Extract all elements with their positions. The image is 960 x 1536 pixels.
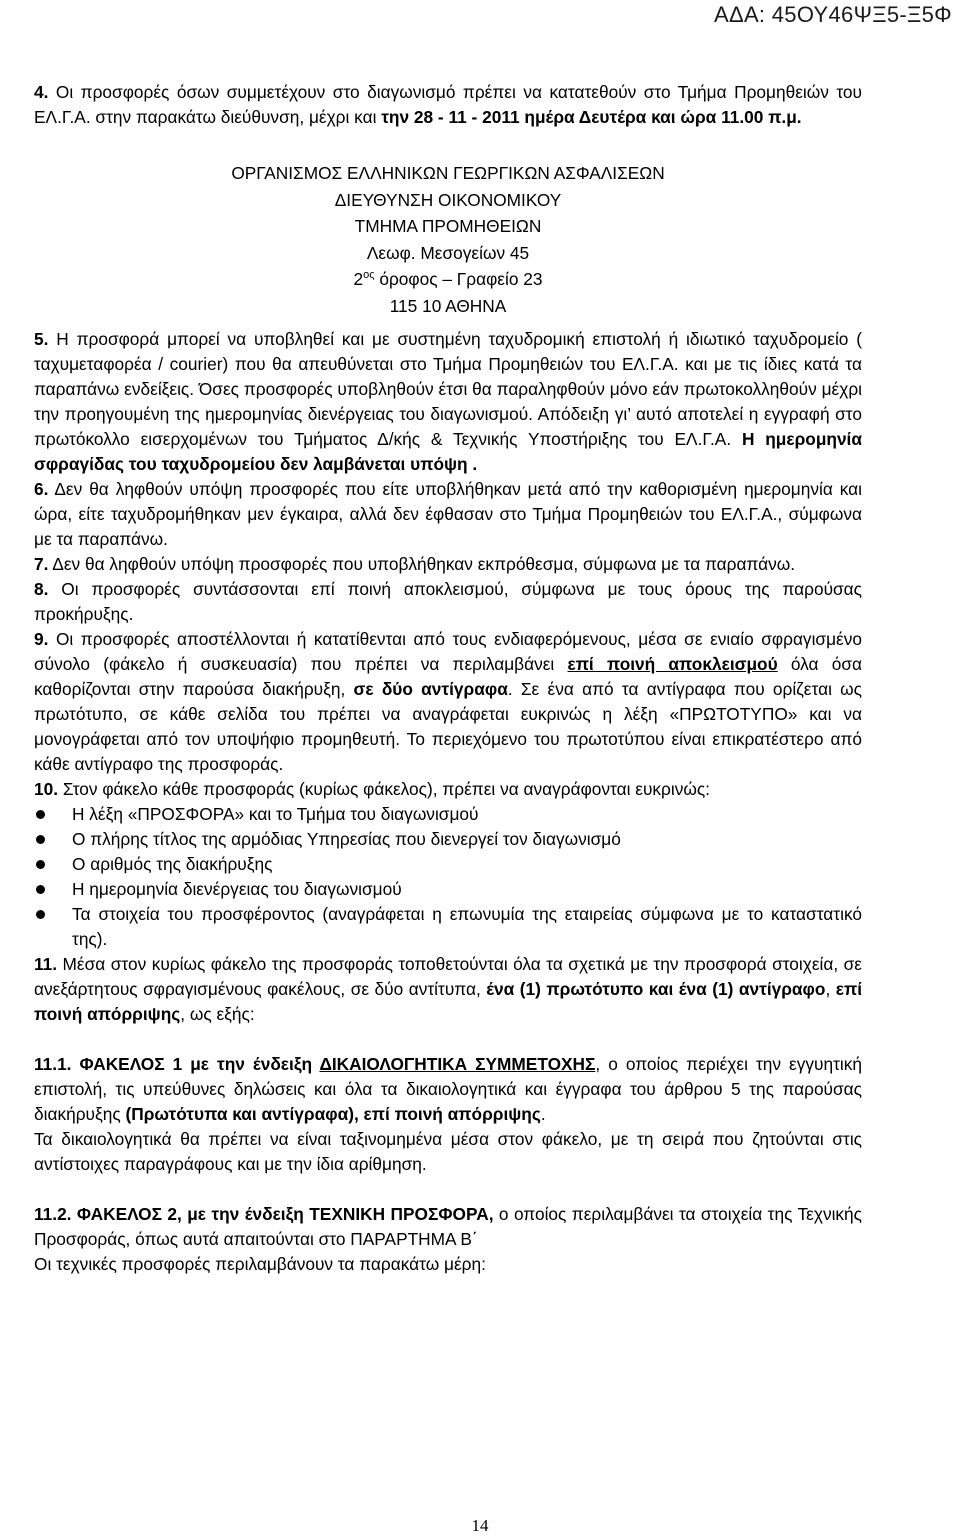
address-floor: $2^{o\varsigma}$ όροφος – Γραφείο 23: [353, 269, 543, 289]
list-item: Η λέξη «ΠΡΟΣΦΟΡΑ» και το Τμήμα του διαγωνισμού: [34, 802, 862, 827]
paragraph-10: 10. Στον φάκελο κάθε προσφοράς (κυρίως φάκελος), πρέπει να αναγράφονται ευκρινώς:: [34, 779, 710, 799]
paragraph-8: 8. Οι προσφορές συντάσσονται επί ποινή αποκλεισμού, σύμφωνα με τους όρους της παρούσας προκήρυξης.: [34, 579, 862, 624]
paragraph-4-number: 4.: [34, 82, 49, 102]
bullet-icon: [36, 910, 45, 919]
ada-code: ΑΔΑ: 45ΟΥ46ΨΞ5-Ξ5Φ: [713, 2, 952, 27]
address-street: Λεωφ. Μεσογείων 45: [366, 242, 530, 263]
submission-address: [34, 130, 862, 327]
paragraph-11-2-note: Οι τεχνικές προσφορές περιλαμβάνουν τα παρακάτω μέρη:: [34, 1254, 486, 1274]
bullet-icon: [36, 885, 45, 894]
bullet-icon: [36, 860, 45, 869]
paragraph-7: 7. Δεν θα ληφθούν υπόψη προσφορές που υποβλήθηκαν εκπρόθεσμα, σύμφωνα με τα παραπάνω.: [34, 554, 796, 574]
paragraph-11: 11. Μέσα στον κυρίως φάκελο της προσφοράς τοποθετούνται όλα τα σχετικά με την προσφορά στοιχεία, σε ανεξάρτητους σφραγισμένους φακέλους, σε δύο αντίτυπα, ένα (1) πρωτότυπο και ένα (1) αντίγραφο, επί ποινή απόρριψης, ως εξής:: [34, 954, 863, 1024]
address-department: ΤΜΗΜΑ ΠΡΟΜΗΘΕΙΩΝ: [354, 216, 542, 236]
list-item: Ο πλήρης τίτλος της αρμόδιας Υπηρεσίας που διενεργεί τον διαγωνισμό: [34, 827, 862, 852]
list-item: Τα στοιχεία του προσφέροντος (αναγράφεται η επωνυμία της εταιρείας σύμφωνα με το καταστατικό της).: [34, 902, 862, 952]
page-number: 14: [471, 1516, 489, 1535]
envelope-label-list: [34, 802, 862, 952]
paragraph-11-1: 11.1. ΦΑΚΕΛΟΣ 1 με την ένδειξη ΔΙΚΑΙΟΛΟΓΗΤΙΚΑ ΣΥΜΜΕΤΟΧΗΣ, ο οποίος περιέχει την εγγυητική επιστολή, τις υπεύθυνες δηλώσεις και όλα τα δικαιολογητικά και έγγραφα του άρθρου 5 της παρούσας διακήρυξης (Πρωτότυπα και αντίγραφα), επί ποινή απόρριψης.: [34, 1054, 863, 1124]
address-directorate: ΔΙΕΥΘΥΝΣΗ ΟΙΚΟΝΟΜΙΚΟΥ: [334, 189, 562, 210]
list-item: Η ημερομηνία διενέργειας του διαγωνισμού: [34, 877, 862, 902]
paragraph-6: 6. Δεν θα ληφθούν υπόψη προσφορές που είτε υποβλήθηκαν μετά από την καθορισμένη ημερομηνία και ώρα, είτε ταχυδρομήθηκαν μεν έγκαιρα, αλλά δεν έφθασαν στο Τμήμα Προμηθειών του ΕΛ.Γ.Α., σύμφωνα με τα παραπάνω.: [34, 479, 862, 549]
paragraph-4: 4. Οι προσφορές όσων συμμετέχουν στο διαγωνισμό πρέπει να κατατεθούν στο Τμήμα Προμηθειών του ΕΛ.Γ.Α. στην παρακάτω διεύθυνση, μέχρι και την 28 - 11 - 2011 ημέρα Δευτέρα και ώρα 11.00 π.μ.: [34, 82, 862, 127]
bullet-icon: [36, 835, 45, 844]
deadline-text: την 28 - 11 - 2011 ημέρα Δευτέρα και ώρα 11.00 π.μ.: [381, 107, 802, 127]
list-item: Ο αριθμός της διακήρυξης: [34, 852, 862, 877]
paragraph-11-2: 11.2. ΦΑΚΕΛΟΣ 2, με την ένδειξη ΤΕΧΝΙΚΗ ΠΡΟΣΦΟΡΑ, ο οποίος περιλαμβάνει τα στοιχεία της Τεχνικής Προσφοράς, όπως αυτά απαιτούνται στο ΠΑΡΑΡΤΗΜΑ Β΄: [34, 1204, 863, 1249]
paragraph-9: 9. Οι προσφορές αποστέλλονται ή κατατίθενται από τους ενδιαφερόμενους, μέσα σε ενιαίο σφραγισμένο σύνολο (φάκελο ή συσκευασία) που πρέπει να περιλαμβάνει επί ποινή αποκλεισμού όλα όσα καθορίζονται στην παρούσα διακήρυξη, σε δύο αντίγραφα. Σε ένα από τα αντίγραφα που ορίζεται ως πρωτότυπο, σε κάθε σελίδα του πρέπει να αναγράφεται ευκρινώς η λέξη «ΠΡΩΤΟΤΥΠΟ» και να μονογράφεται από τον υποψήφιο προμηθευτή. Το περιεχόμενο του πρωτοτύπου είναι επικρατέστερο από κάθε αντίγραφο της προσφοράς.: [34, 629, 862, 774]
paragraph-5: 5. Η προσφορά μπορεί να υποβληθεί και με συστημένη ταχυδρομική επιστολή ή ιδιωτικό ταχυδρομείο ( ταχυμεταφορέα / courier) που θα απευθύνεται στο Τμήμα Προμηθειών του ΕΛ.Γ.Α. και με τις ίδιες κατά τα παραπάνω ενδείξεις. Όσες προσφορές υποβληθούν έτσι θα παραληφθούν μόνο εάν πρωτοκολληθούν μέχρι την προηγουμένη της ημερομηνίας διενέργειας του διαγωνισμού. Απόδειξη γι’ αυτό αποτελεί η εγγραφή στο πρωτόκολλο εισερχομένων του Τμήματος Δ/κής & Τεχνικής Υποστήριξης του ΕΛ.Γ.Α. Η ημερομηνία σφραγίδας του ταχυδρομείου δεν λαμβάνεται υπόψη .: [34, 329, 862, 474]
paragraph-11-1-note: Τα δικαιολογητικά θα πρέπει να είναι ταξινομημένα μέσα στον φάκελο, με τη σειρά που ζητούνται στις αντίστοιχες παραγράφους και με την ίδια αρίθμηση.: [34, 1129, 862, 1174]
address-city: 115 10 ΑΘΗΝΑ: [389, 295, 507, 316]
address-organization: ΟΡΓΑΝΙΣΜΟΣ ΕΛΛΗΝΙΚΩΝ ΓΕΩΡΓΙΚΩΝ ΑΣΦΑΛΙΣΕΩΝ: [231, 163, 665, 183]
document-body: [34, 80, 862, 1277]
bullet-icon: [36, 810, 45, 819]
